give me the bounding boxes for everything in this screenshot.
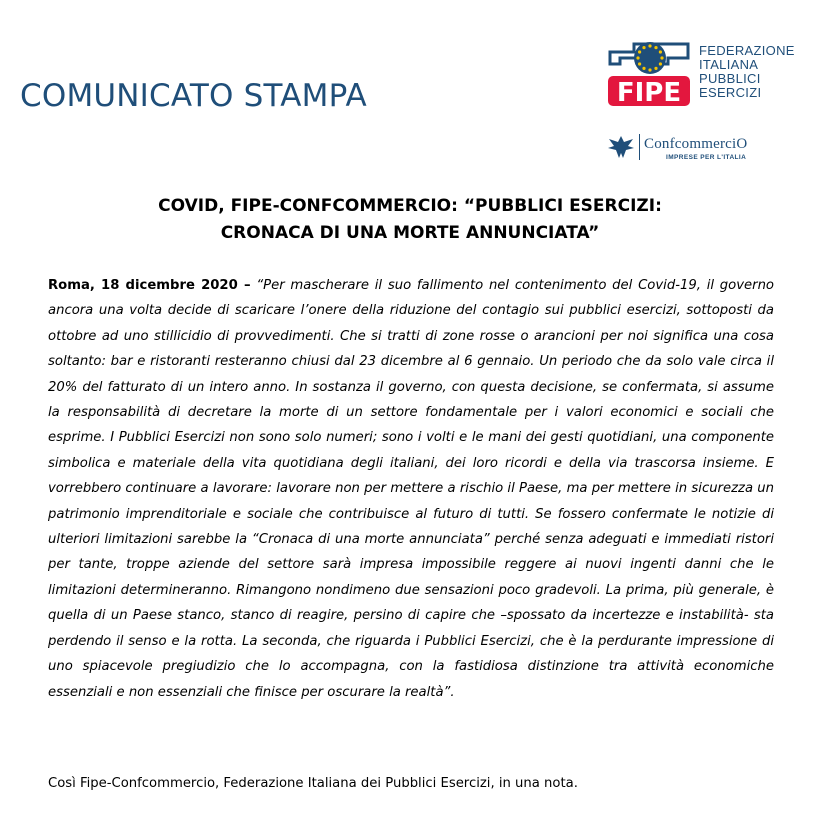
fipe-name-line: FEDERAZIONE — [699, 43, 795, 58]
confcommercio-name: ConfcommerciO — [644, 136, 748, 152]
fipe-name-line: ITALIANA — [699, 57, 759, 72]
fipe-name-line: ESERCIZI — [699, 85, 762, 100]
svg-text:FIPE: FIPE — [616, 78, 682, 108]
fipe-confcommercio-logo — [606, 38, 806, 166]
headline-line: COVID, FIPE-CONFCOMMERCIO: “PUBBLICI ESERCIZI: — [158, 196, 662, 216]
headline-line: CRONACA DI UNA MORTE ANNUNCIATA” — [220, 223, 600, 243]
body-paragraph — [48, 273, 774, 705]
fipe-full-name — [699, 44, 795, 100]
confcommercio-eagle-icon — [606, 134, 636, 160]
fipe-name-line: PUBBLICI — [699, 71, 761, 86]
quote-text: “Per mascherare il suo fallimento nel contenimento del Covid-19, il governo ancora una volta decide di scaricare l’onere della riduzione del contagio sui pubblici esercizi, sottoposti da ottobre ad uno stillicidio di provvedimenti. Che si tratti di zone rosse o arancioni per noi significa una cosa soltanto: bar e ristoranti resteranno chiusi dal 23 dicembre al 6 gennaio. Un periodo che da solo vale circa il 20% del fatturato di un intero anno. In sostanza il governo, con questa decisione, se confermata, si assume la responsabilità di decretare la morte di un settore fondamentale per i valori economici e sociali che esprime. I Pubblici Esercizi non sono solo numeri; sono i volti e le mani dei gesti quotidiani, una componente simbolica e materiale della vita quotidiana degli italiani, dei loro ricordi e della via trascorsa insieme. E vorrebbero continuare a lavorare: lavorare non per mettere a rischio il Paese, ma per mettere in sicurezza un patrimonio imprenditoriale e sociale che contribuisce al futuro di tutti. Se fossero confermate le notizie di ulteriori limitazioni sarebbe la “Cronaca di una morte annunciata” perché senza adeguati e immediati ristori per tante, troppe aziende del settore sarà impresa impossibile reggere ai nuovi ingenti danni che le limitazioni determineranno. Rimangono nondimeno due sensazioni poco gradevoli. La prima, più generale, è quella di un Paese stanco, stanco di reagire, persino di capire che –spossato da incertezze e instabilità- sta perdendo il senso e la rotta. La seconda, che riguarda i Pubblici Esercizi, che è la perdurante impressione di uno spiacevole pregiudizio che lo accompagna, con la fastidiosa distinzione tra attività economiche essenziali e non essenziali che finisce per oscurare la realtà”. — [48, 278, 774, 700]
divider — [639, 134, 640, 160]
dateline: Roma, 18 dicembre 2020 – — [48, 278, 251, 293]
confcommercio-tagline: IMPRESE PER L'ITALIA — [666, 154, 747, 161]
closing-paragraph: Così Fipe-Confcommercio, Federazione Italiana dei Pubblici Esercizi, in una nota. — [48, 776, 578, 791]
page-title: COMUNICATO STAMPA — [20, 78, 367, 114]
headline — [0, 193, 820, 247]
fipe-logo-icon — [606, 38, 692, 110]
